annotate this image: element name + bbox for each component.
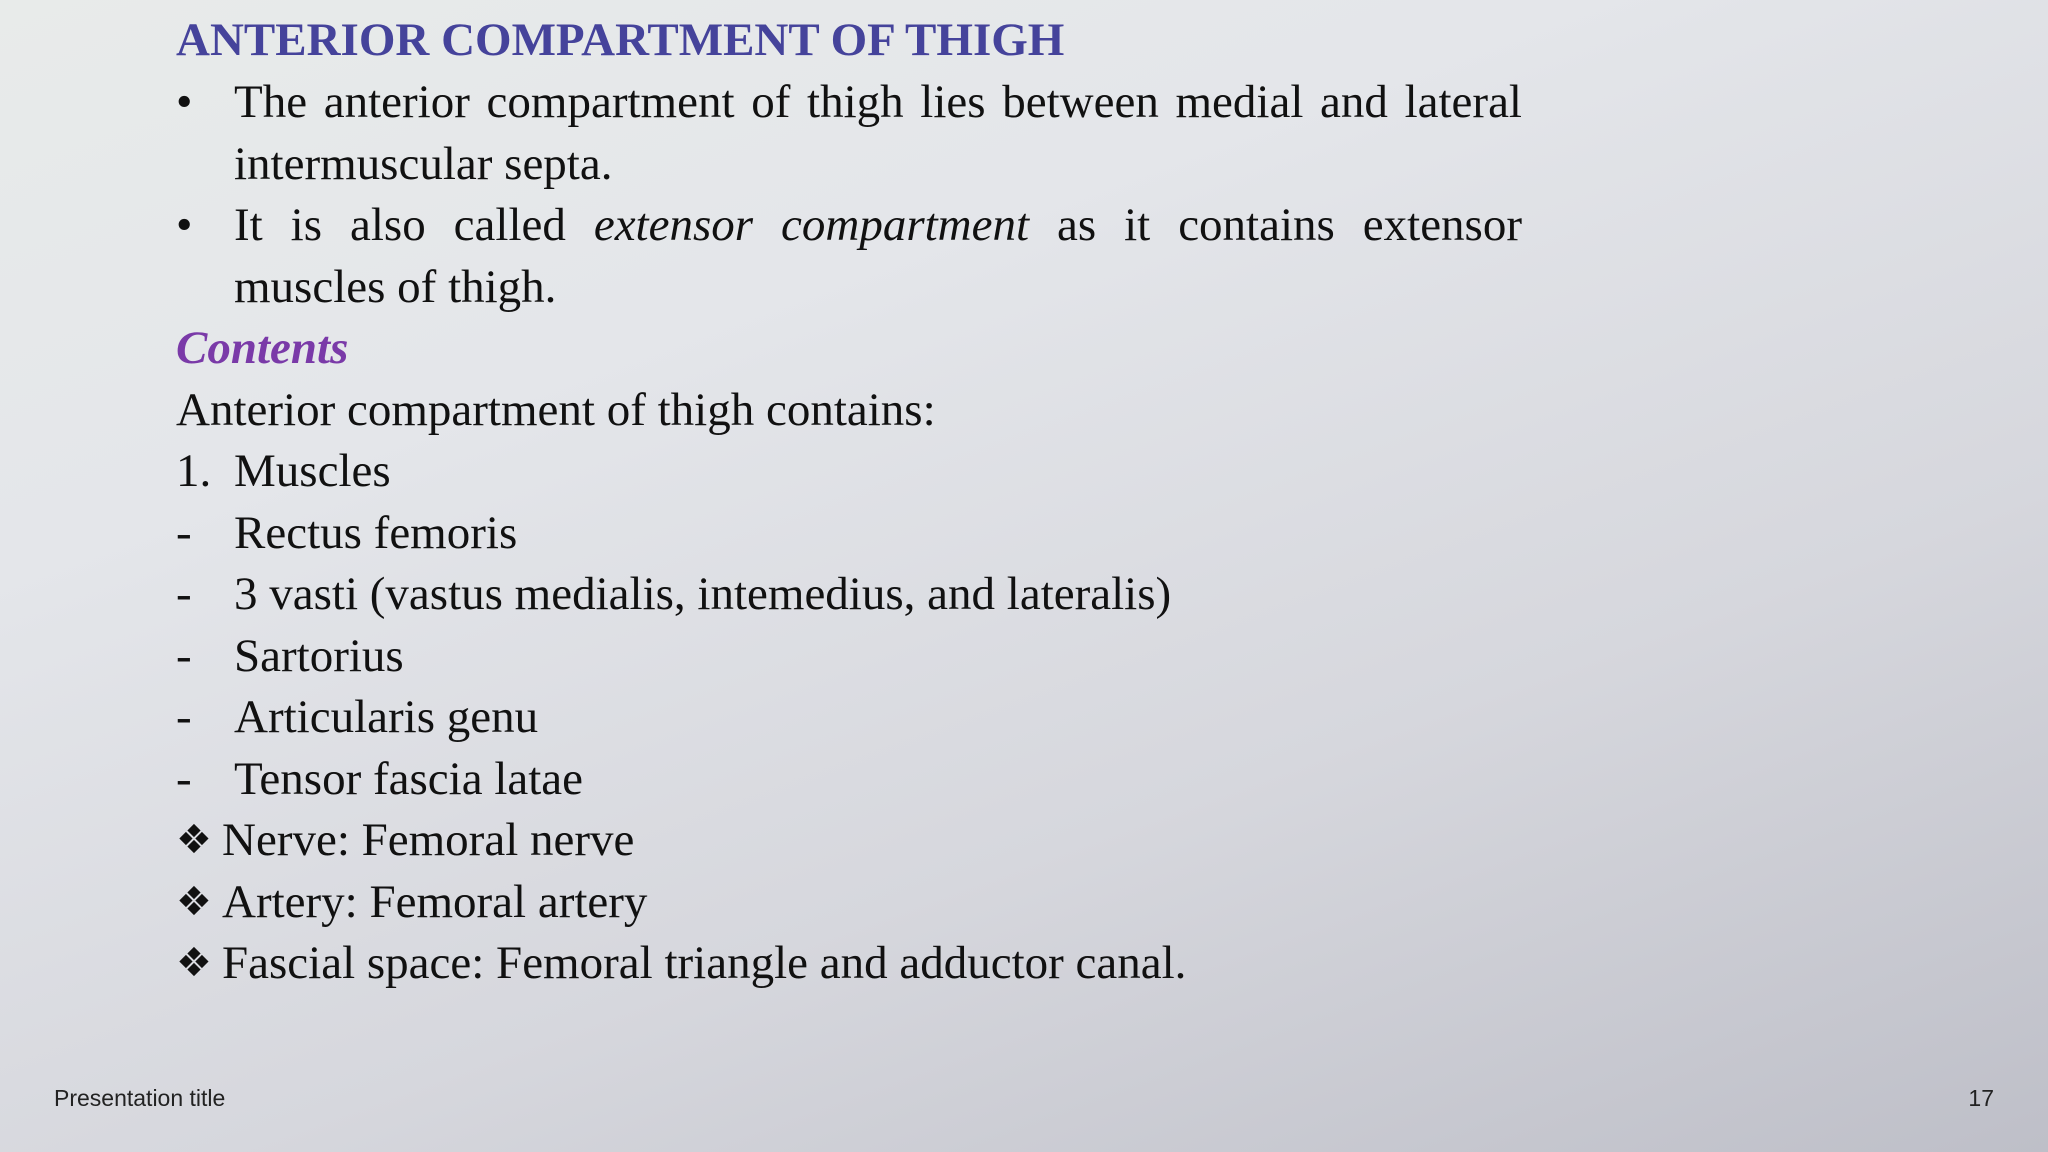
- other-text: Artery: Femoral artery: [222, 875, 648, 928]
- dash-marker: -: [176, 691, 192, 743]
- bullet-item: [176, 195, 1522, 318]
- other-text: Fascial space: Femoral triangle and adductor canal.: [222, 937, 1187, 989]
- other-item: [176, 810, 1522, 872]
- slide-content: [176, 72, 1522, 995]
- muscle-text: Rectus femoris: [234, 506, 518, 559]
- muscle-text: Articularis genu: [234, 691, 539, 743]
- muscle-item: [176, 503, 1522, 565]
- muscle-text: Sartorius: [234, 629, 404, 682]
- bullet-text-end: as it contains extensor muscles of thigh.: [234, 199, 1523, 313]
- muscle-text: 3 vasti (vastus medialis, intemedius, and lateralis): [234, 568, 1172, 620]
- other-text: Nerve: Femoral nerve: [222, 814, 635, 866]
- dash-marker: -: [176, 506, 192, 559]
- other-item: [176, 933, 1522, 995]
- contents-heading: Contents: [176, 322, 349, 374]
- other-item: [176, 872, 1522, 934]
- number-marker: 1.: [176, 445, 212, 497]
- muscle-item: [176, 749, 1522, 811]
- slide-title: ANTERIOR COMPARTMENT OF THIGH: [176, 14, 1065, 66]
- diamond-bullet-icon: ❖: [176, 878, 212, 925]
- bullet-text-italic: extensor compartment: [593, 199, 1030, 251]
- bullet-text-start: It is also called: [234, 199, 594, 251]
- dash-marker: -: [176, 629, 192, 682]
- dash-marker: -: [176, 752, 192, 805]
- muscle-item: [176, 564, 1522, 626]
- footer-page-number: 17: [1968, 1085, 1994, 1111]
- footer-presentation-title: Presentation title: [54, 1085, 226, 1111]
- diamond-bullet-icon: ❖: [176, 817, 212, 863]
- bullet-marker: •: [176, 76, 193, 128]
- bullet-text: The anterior compartment of thigh lies between medial and lateral intermuscular septa.: [234, 76, 1522, 190]
- dash-marker: -: [176, 568, 192, 620]
- bullet-item: [176, 72, 1522, 195]
- muscle-item: [176, 626, 1522, 688]
- contents-intro: Anterior compartment of thigh contains:: [176, 383, 936, 436]
- muscle-item: [176, 687, 1522, 749]
- bullet-text: [234, 195, 1522, 318]
- diamond-bullet-icon: ❖: [176, 940, 212, 986]
- muscle-text: Tensor fascia latae: [234, 752, 584, 805]
- numbered-text: Muscles: [234, 445, 391, 497]
- numbered-item: [176, 441, 1522, 503]
- bullet-marker: •: [176, 199, 193, 251]
